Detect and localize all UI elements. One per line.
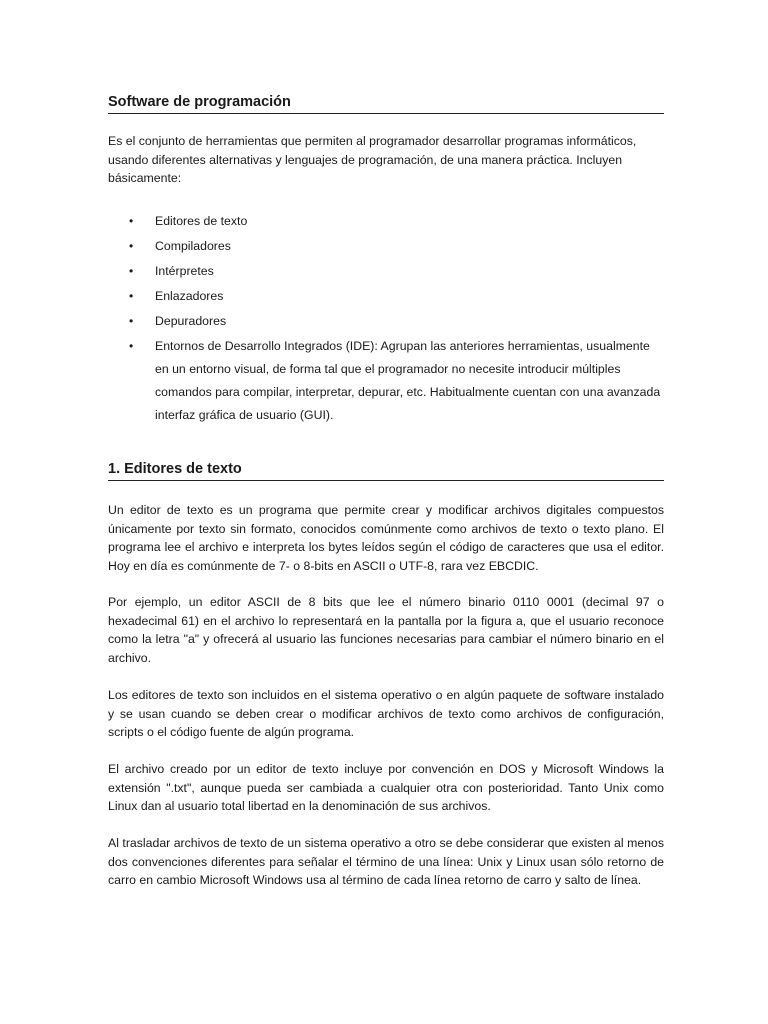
bullet-icon: • — [129, 239, 134, 253]
list-item-text: Entornos de Desarrollo Integrados (IDE): Agrupan las anteriores herramientas, usualmente en un entorno visual, de forma tal que el programador no necesite introducir múltiples comandos para compilar, interpretar, depurar, etc. Habitualmente cuentan con una avanzada interfaz gráfica de usuario (GUI). — [155, 339, 661, 422]
body-paragraph: El archivo creado por un editor de texto incluye por convención en DOS y Microsoft Windows la extensión ".txt", aunque pueda ser cambiada a cualquier otra con posterioridad. Tanto Unix como Linux dan al usuario total libertad en la denominación de sus archivos. — [108, 762, 664, 814]
body-paragraph: Los editores de texto son incluidos en el sistema operativo o en algún paquete de software instalado y se usan cuando se deben crear o modificar archivos de texto como archivos de configuración, scripts o el código fuente de algún programa. — [108, 688, 664, 740]
bullet-icon: • — [129, 339, 134, 353]
intro-paragraph: Es el conjunto de herramientas que permiten al programador desarrollar programas informáticos, usando diferentes alternativas y lenguajes de programación, de una manera práctica. Incluyen básicamente: — [108, 134, 637, 185]
list-item-text: Intérpretes — [155, 264, 214, 278]
list-item — [108, 235, 664, 258]
list-item-text: Editores de texto — [155, 214, 248, 228]
tools-list — [108, 210, 664, 429]
list-item — [108, 285, 664, 308]
bullet-icon: • — [129, 289, 134, 303]
subsection-title: 1. Editores de texto — [108, 460, 664, 481]
list-item-text: Depuradores — [155, 314, 227, 328]
list-item — [108, 310, 664, 333]
body-paragraph: Un editor de texto es un programa que permite crear y modificar archivos digitales compuestos únicamente por texto sin formato, conocidos comúnmente como archivos de texto o texto plano. El programa lee el archivo e interpreta los bytes leídos según el código de caracteres que usa el editor. Hoy en día es comúnmente de 7- o 8-bits en ASCII o UTF-8, rara vez EBCDIC. — [108, 503, 664, 573]
list-item-text: Enlazadores — [155, 289, 224, 303]
body-paragraph: Por ejemplo, un editor ASCII de 8 bits que lee el número binario 0110 0001 (decimal 97 o hexadecimal 61) en el archivo lo representará en la pantalla por la figura a, que el usuario reconoce como la letra "a" y ofrecerá al usuario las funciones necesarias para cambiar el número binario en el archivo. — [108, 595, 664, 665]
list-item — [108, 210, 664, 233]
list-item — [108, 335, 664, 427]
list-item-text: Compiladores — [155, 239, 231, 253]
bullet-icon: • — [129, 264, 134, 278]
section-title: Software de programación — [108, 93, 664, 114]
bullet-icon: • — [129, 214, 134, 228]
body-paragraph: Al trasladar archivos de texto de un sistema operativo a otro se debe considerar que existen al menos dos convenciones diferentes para señalar el término de una línea: Unix y Linux usan sólo retorno de carro en cambio Microsoft Windows usa al término de cada línea retorno de carro y salto de línea. — [108, 836, 664, 888]
bullet-icon: • — [129, 314, 134, 328]
list-item — [108, 260, 664, 283]
